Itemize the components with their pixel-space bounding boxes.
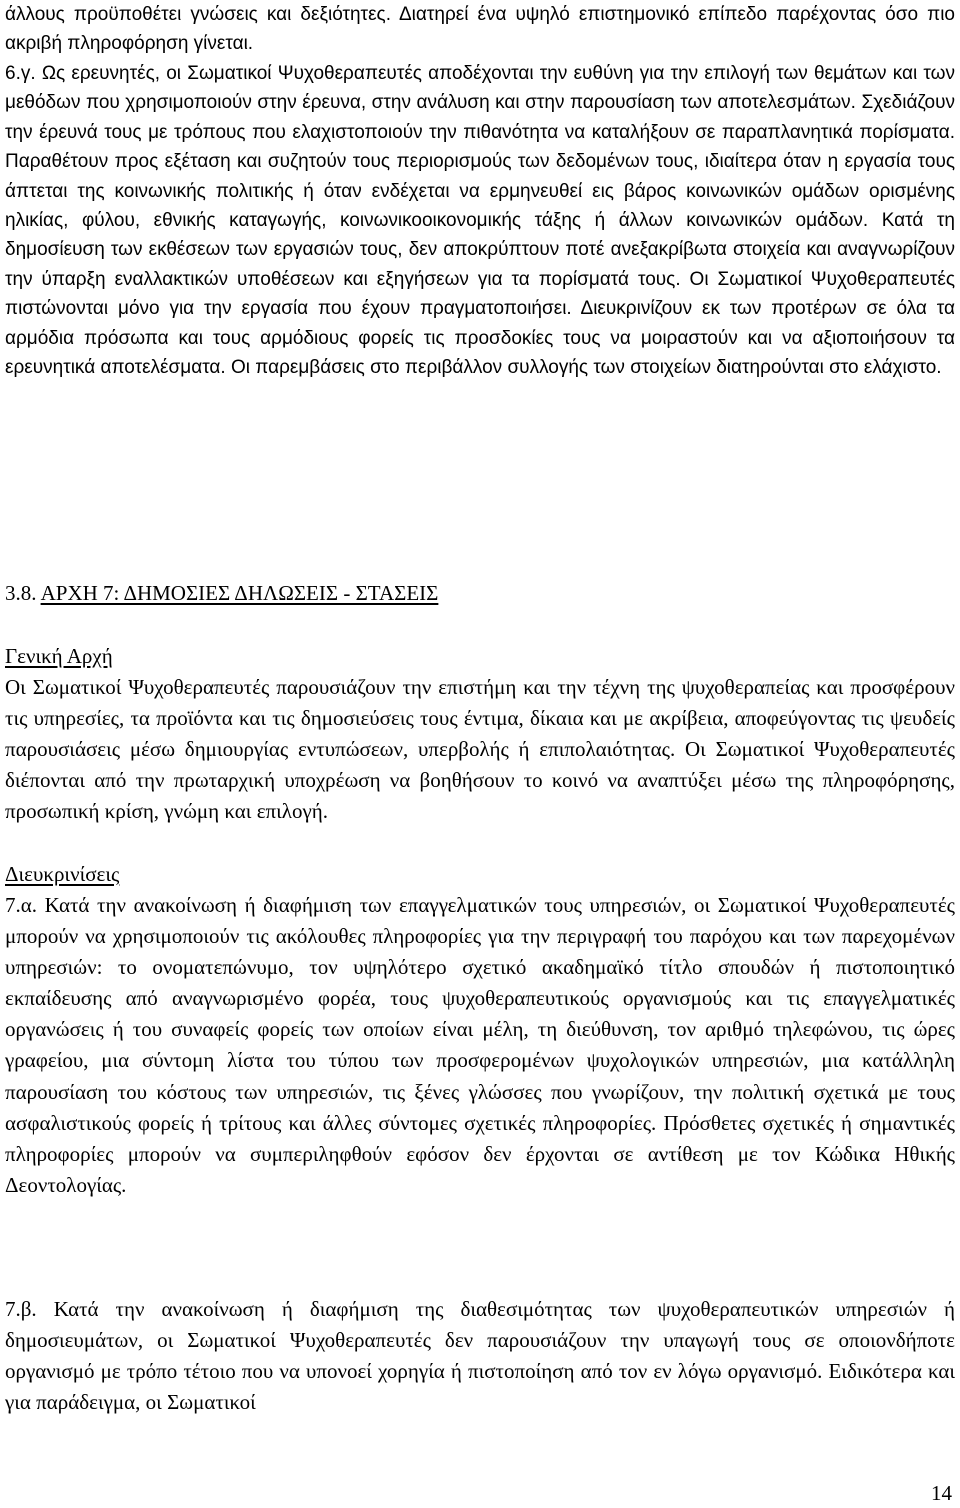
section-number: 3.8. [5, 581, 41, 605]
page-number: 14 [931, 1481, 952, 1505]
section-heading [5, 578, 955, 609]
paragraph-6g: 6.γ. Ως ερευνητές, οι Σωματικοί Ψυχοθεραπευτές αποδέχονται την ευθύνη για την επιλογή των θεμάτων και των μεθόδων που χρησιμοποιούν στην έρευνα, στην ανάλυση και στην παρουσίαση των αποτελεσμάτων. Σχεδιάζουν την έρευνά τους με τρόπους που ελαχιστοποιούν την πιθανότητα να καταλήξουν σε παραπλανητικά πορίσματα. Παραθέτουν προς εξέταση και συζητούν τους περιορισμούς των δεδομένων τους, ιδιαίτερα όταν η εργασία τους άπτεται της κοινωνικής πολιτικής ή όταν ενδέχεται να ερμηνευθεί εις βάρος κοινωνικών ομάδων ορισμένης ηλικίας, φύλου, εθνικής καταγωγής, κοινωνικοοικονομικής τάξης ή άλλων κοινωνικών ομάδων. Κατά τη δημοσίευση των εκθέσεων των εργασιών τους, δεν αποκρύπτουν ποτέ ανεξακρίβωτα στοιχεία και αναγνωρίζουν την ύπαρξη εναλλακτικών υποθέσεων και εξηγήσεων για τα πορίσματά τους. Οι Σωματικοί Ψυχοθεραπευτές πιστώνονται μόνο για την εργασία που έχουν πραγματοποιήσει. Διευκρινίζουν εκ των προτέρων σε όλα τα αρμόδια πρόσωπα και τους αρμόδιους φορείς τις προσδοκίες τους να μοιραστούν και να αξιοποιήσουν τα ερευνητικά αποτελέσματα. Οι παρεμβάσεις στο περιβάλλον συλλογής των στοιχείων διατηρούνται στο ελάχιστο. [5, 63, 955, 379]
clarifications-title: Διευκρινίσεις [5, 862, 120, 886]
general-principle-text: Οι Σωματικοί Ψυχοθεραπευτές παρουσιάζουν την επιστήμη και την τέχνη της ψυχοθεραπείας και προσφέρουν τις υπηρεσίες, τα προϊόντα και τις δημοσιεύσεις τους έντιμα, δίκαια και με ακρίβεια, αποφεύγοντας τις ψευδείς παρουσιάσεις μέσω δημιουργίας εντυπώσεων, υπερβολής ή επιπολαιότητας. Οι Σωματικοί Ψυχοθεραπευτές διέπονται από την πρωταρχική υποχρέωση να βοηθήσουν το κοινό να αναπτύξει μέσω της πληροφόρησης, προσωπική κρίση, γνώμη και επιλογή. [5, 675, 955, 824]
general-principle-heading [5, 641, 955, 672]
paragraph-7b: 7.β. Κατά την ανακοίνωση ή διαφήμιση της διαθεσιμότητας των ψυχοθεραπευτικών υπηρεσιών ή δημοσιευμάτων, οι Σωματικοί Ψυχοθεραπευτές δεν παρουσιάζουν την υπαγωγή τους σε οποιονδήποτε οργανισμό με τρόπο τέτοιο που να υπονοεί χορηγία ή πιστοποίηση από τον εν λόγω οργανισμό. Ειδικότερα και για παράδειγμα, οι Σωματικοί [5, 1297, 955, 1415]
section-title: ΑΡΧΗ 7: ΔΗΜΟΣΙΕΣ ΔΗΛΩΣΕΙΣ - ΣΤΑΣΕΙΣ [40, 581, 439, 605]
general-principle-title: Γενική Αρχή [5, 644, 113, 668]
paragraph-continuation: άλλους προϋποθέτει γνώσεις και δεξιότητες. Διατηρεί ένα υψηλό επιστημονικό επίπεδο παρέχοντας όσο πιο ακριβή πληροφόρηση γίνεται. [5, 4, 955, 55]
paragraph-7a: 7.α. Κατά την ανακοίνωση ή διαφήμιση των επαγγελματικών τους υπηρεσιών, οι Σωματικοί Ψυχοθεραπευτές μπορούν να χρησιμοποιούν τις ακόλουθες πληροφορίες για την περιγραφή του παρόχου και των παρεχομένων υπηρεσιών: το ονοματεπώνυμο, τον υψηλότερο σχετικό ακαδημαϊκό τίτλο σπουδών ή πιστοποιητικό εκπαίδευσης από αναγνωρισμένο φορέα, τους ψυχοθεραπευτικούς οργανισμούς και τις επαγγελματικές οργανώσεις ή του συναφείς φορείς των οποίων είναι μέλη, τη διεύθυνση, τον αριθμό τηλεφώνου, τις ώρες γραφείου, μια σύντομη λίστα του τύπου των προσφερομένων ψυχολογικών υπηρεσιών, μια κατάλληλη παρουσίαση του κόστους των υπηρεσιών, τις ξένες γλώσσες που γνωρίζουν, την πολιτική σχετικά με τους ασφαλιστικούς φορείς ή τρίτους και άλλες σύντομες σχετικές πληροφορίες. Πρόσθετες σχετικές ή σημαντικές πληροφορίες μπορούν να συμπεριληφθούν εφόσον δεν έρχονται σε αντίθεση με τον Κώδικα Ηθικής Δεοντολογίας. [5, 893, 955, 1197]
clarifications-heading [5, 859, 955, 890]
